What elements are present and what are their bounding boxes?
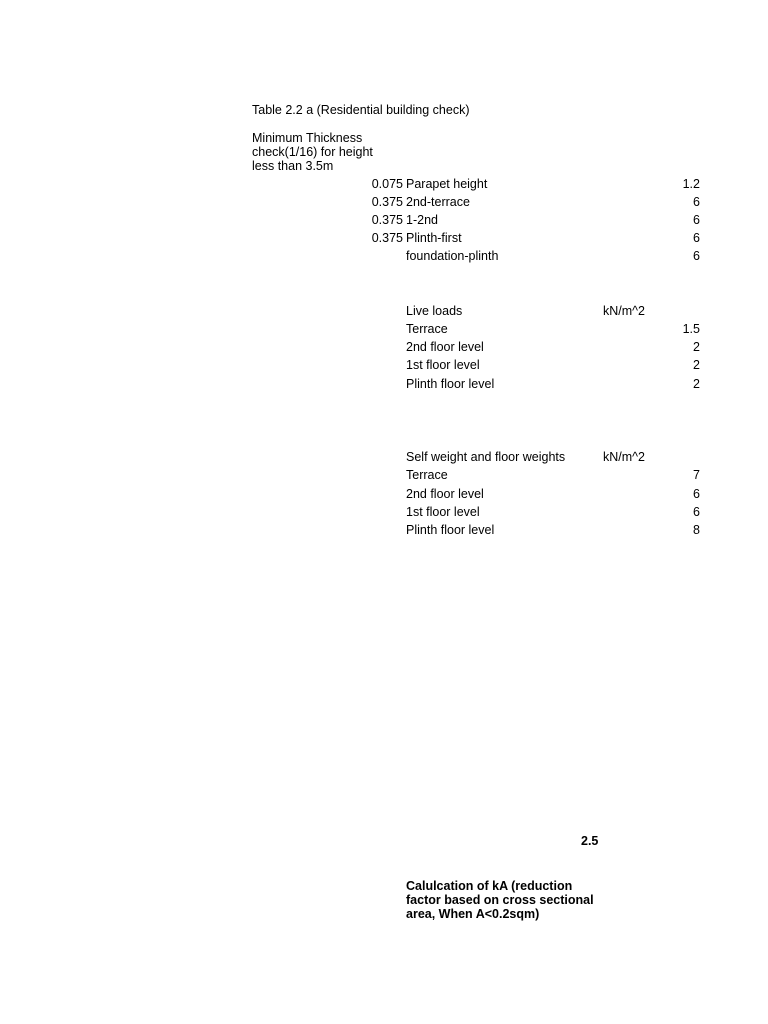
weight-row-label: Terrace [406,468,448,482]
weight-row-label: 1st floor level [406,505,480,519]
thickness-cell: 0.375 [371,213,403,227]
load-row-value: 1.5 [682,322,700,336]
floor-range-cell: foundation-plinth [406,249,499,263]
thickness-cell: 0.375 [371,231,403,245]
weight-row-label: Plinth floor level [406,523,495,537]
height-value-cell: 6 [693,231,700,245]
floor-range-cell: 1-2nd [406,213,438,227]
page-title: Table 2.2 a (Residential building check) [252,103,470,117]
load-row-value: 2 [693,340,700,354]
load-row-value: 2 [693,358,700,372]
weight-row-value: 6 [693,505,700,519]
weight-row-value: 8 [693,523,700,537]
weight-row-label: 2nd floor level [406,487,484,501]
weight-row-value: 7 [693,468,700,482]
floor-range-cell: Plinth-first [406,231,462,245]
self-weight-unit: kN/m^2 [603,450,645,464]
height-value-cell: 1.2 [682,177,700,191]
floor-range-cell: 2nd-terrace [406,195,470,209]
load-row-label: Terrace [406,322,448,336]
load-row-value: 2 [693,377,700,391]
min-thickness-label: Minimum Thickness check(1/16) for height less than 3.5m [252,131,373,173]
live-loads-header: Live loads [406,304,463,318]
live-loads-unit: kN/m^2 [603,304,645,318]
load-row-label: Plinth floor level [406,377,495,391]
weight-row-value: 6 [693,487,700,501]
load-row-label: 1st floor level [406,358,480,372]
floor-range-cell: Parapet height [406,177,488,191]
height-value-cell: 6 [693,249,700,263]
thickness-cell: 0.375 [371,195,403,209]
height-value-cell: 6 [693,213,700,227]
self-weight-header: Self weight and floor weights [406,450,566,464]
height-value-cell: 6 [693,195,700,209]
load-row-label: 2nd floor level [406,340,484,354]
thickness-cell: 0.075 [371,177,403,191]
ka-calculation-heading: Calulcation of kA (reduction factor based on cross sectional area, When A<0.2sqm) [406,879,594,921]
section-number: 2.5 [581,834,599,848]
